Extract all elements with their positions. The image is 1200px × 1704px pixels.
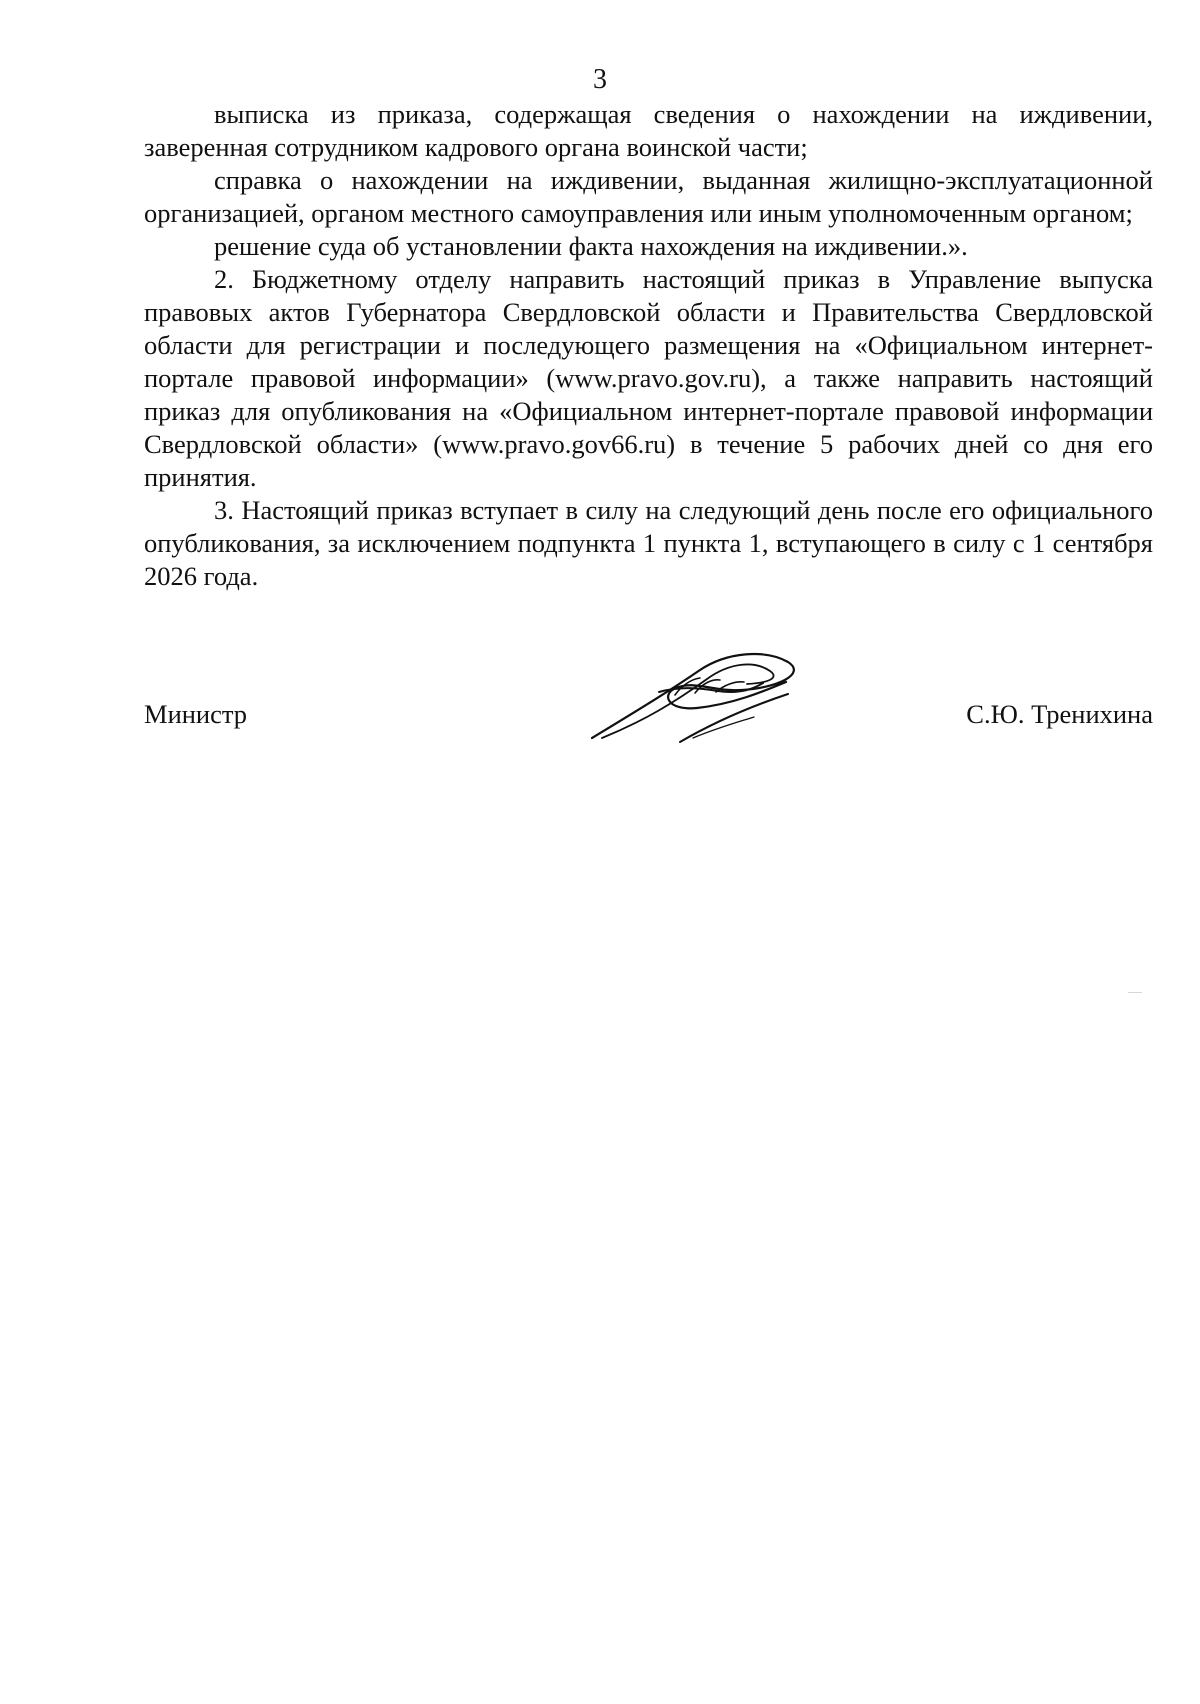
document-body bbox=[144, 98, 1153, 593]
paragraph-dependency-certificate: справка о нахождении на иждивении, выданная жилищно-эксплуатационной организацией, органом местного самоуправления или иным уполномоченным органом; bbox=[144, 165, 1153, 228]
scan-artifact-line bbox=[1128, 992, 1142, 993]
signature-block bbox=[144, 650, 1153, 770]
paragraph-effective-date: 3. Настоящий приказ вступает в силу на следующий день после его официального опубликования, за исключением подпункта 1 пункта 1, вступающего в силу с 1 сентября 2026 года. bbox=[144, 495, 1153, 591]
signer-position: Министр bbox=[144, 699, 248, 729]
paragraph-court-decision: решение суда об установлении факта нахождения на иждивении.». bbox=[214, 231, 968, 261]
signer-name: С.Ю. Тренихина bbox=[966, 699, 1153, 729]
page-number: 3 bbox=[593, 64, 607, 95]
paragraph-budget-department-instruction: 2. Бюджетному отделу направить настоящий приказ в Управление выпуска правовых актов Губернатора Свердловской области и Правительства Свердловской области для регистрации и последующего размещения на «Официальном интернет-портале правовой информации» (www.pravo.gov.ru), а также направить настоящий приказ для опубликования на «Официальном интернет-портале правовой информации Свердловской области» (www.pravo.gov66.ru) в течение 5 рабочих дней со дня его принятия. bbox=[144, 264, 1153, 492]
paragraph-order-extract: выписка из приказа, содержащая сведения о нахождении на иждивении, заверенная сотрудником кадрового органа воинской части; bbox=[144, 99, 1153, 162]
handwritten-signature bbox=[584, 650, 814, 760]
